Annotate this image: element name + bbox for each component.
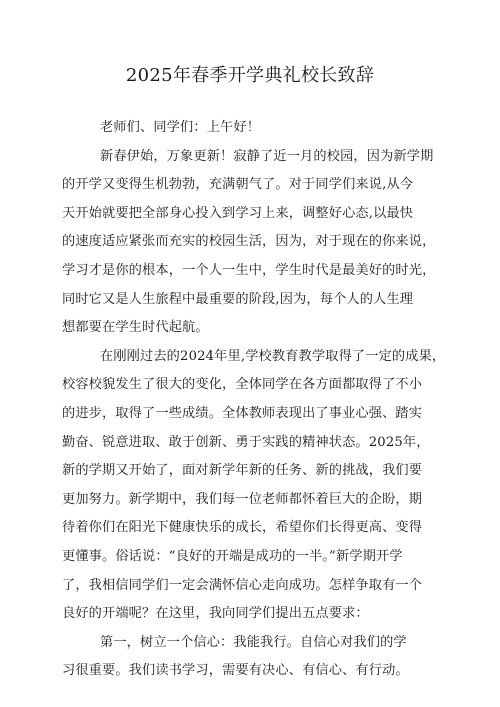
body-line: 了，我相信同学们一定会满怀信心走向成功。怎样争取有一个 xyxy=(62,577,423,593)
body-line: 更加努力。新学期中，我们每一位老师都怀着巨大的企盼，期 xyxy=(62,491,423,507)
document-body xyxy=(62,114,446,686)
body-line: 天开始就要把全部身心投入到学习上来，调整好心态,以最快 xyxy=(62,205,414,221)
body-line: 新春伊始，万象更新！寂静了近一月的校园，因为新学期 xyxy=(100,148,434,164)
body-line: 的速度适应紧张而充实的校园生活，因为，对于现在的你来说， xyxy=(62,234,436,250)
body-line: 更懂事。俗话说：“良好的开端是成功的一半。”新学期开学 xyxy=(62,548,403,564)
body-line: 校容校貌发生了很大的变化，全体同学在各方面都取得了不小 xyxy=(62,377,423,393)
body-line: 的开学又变得生机勃勃，充满朝气了。对于同学们来说,从今 xyxy=(62,177,414,193)
body-line: 新的学期又开始了，面对新学年新的任务、新的挑战，我们要 xyxy=(62,463,423,479)
body-line: 待着你们在阳光下健康快乐的成长，希望你们长得更高、变得 xyxy=(62,520,423,536)
body-line: 第一，树立一个信心：我能我行。自信心对我们的学 xyxy=(100,634,407,650)
body-line: 的进步，取得了一些成绩。全体教师表现出了事业心强、踏实 xyxy=(62,405,423,421)
body-line: 学习才是你的根本，一个人一生中，学生时代是最美好的时光， xyxy=(62,262,436,278)
body-line: 勤奋、锐意进取、敢于创新、勇于实践的精神状态。2025年， xyxy=(62,434,430,450)
body-line: 在刚刚过去的2024年里,学校教育教学取得了一定的成果， xyxy=(100,348,446,364)
document-title: 2025年春季开学典礼校长致辞 xyxy=(125,65,375,86)
body-line: 良好的开端呢？在这里，我向同学们提出五点要求： xyxy=(62,606,369,622)
body-line: 老师们、同学们：上午好！ xyxy=(100,120,261,135)
body-line: 想都要在学生时代起航。 xyxy=(62,320,209,336)
body-line: 同时它又是人生旅程中最重要的阶段,因为，每个人的人生理 xyxy=(62,291,414,307)
body-line: 习很重要。我们读书学习，需要有决心、有信心、有行动。 xyxy=(62,663,409,679)
